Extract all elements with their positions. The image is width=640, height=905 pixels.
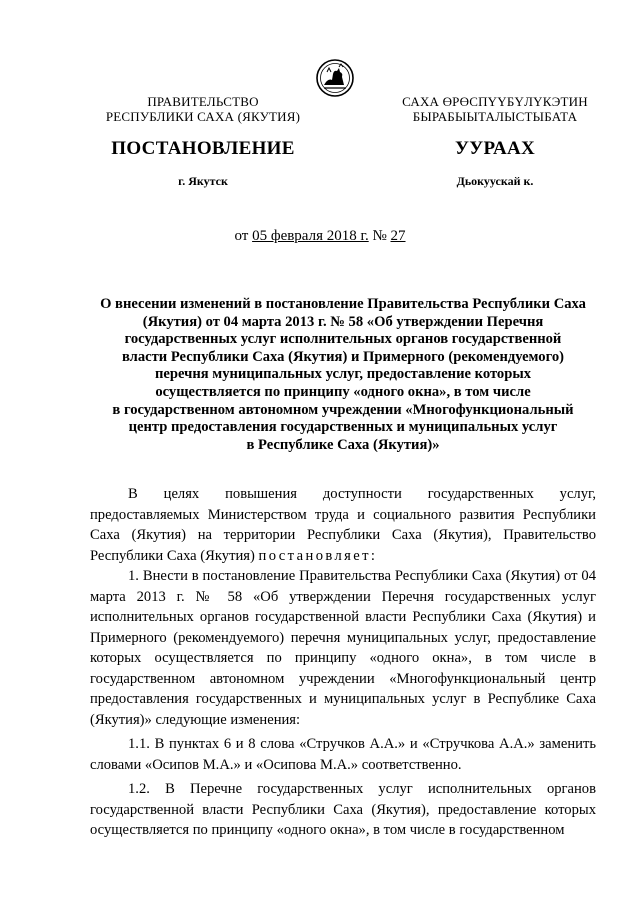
document-date-line — [0, 228, 640, 245]
intro-paragraph — [90, 484, 596, 566]
decree-word: постановляет: — [258, 547, 378, 564]
subject-line: перечня муниципальных услуг, предоставление которых — [154, 366, 532, 383]
item-1-1-paragraph: 1.1. В пунктах 6 и 8 слова «Стручков А.А.» и «Стручкова А.А.» заменить словами «Осипов М.А.» и «Осипова М.А.» соответственно. — [90, 736, 596, 773]
government-line-2-sah: БЫРАБЫЫТАЛЫСТЫБАТА — [412, 109, 578, 124]
number-sign: № — [372, 228, 387, 244]
city-ru: г. Якутск — [178, 174, 228, 188]
subject-line: (Якутия) от 04 марта 2013 г. № 58 «Об утверждении Перечня — [142, 313, 544, 330]
government-line-1-sah: САХА ӨРӨСПҮҮБҮЛҮКЭТИН — [402, 94, 588, 109]
subject-line: осуществляется по принципу «одного окна», в том числе — [155, 383, 531, 400]
document-type-ru: ПОСТАНОВЛЕНИЕ — [111, 138, 295, 159]
item-1-paragraph: 1. Внести в постановление Правительства Республики Саха (Якутия) от 04 марта 2013 г. № 58 «Об утверждении Перечня государственных услуг исполнительных органов государственной власти Республики Саха (Якутия) и Примерного (рекомендуемого) перечня муниципальных услуг, предоставление которых осуществляется по принципу «одного окна», в том числе в государственном автономном учреждении «Многофункциональный центр предоставления государственных и муниципальных услуг в Республике Саха (Якутия)» следующие изменения: — [90, 568, 596, 728]
subject-line: в государственном автономном учреждении «Многофункциональный — [112, 401, 574, 418]
city-sah: Дьокуускай к. — [456, 174, 534, 188]
intro-text: В целях повышения доступности государственных услуг, предоставляемых Министерством труда и социального развития Республики Саха (Якутия) на территории Республики Саха (Якутия), Правительство Республики Саха (Якутия) — [90, 486, 596, 564]
subject-line: в Республике Саха (Якутия)» — [246, 436, 440, 453]
government-name-ru — [92, 94, 314, 124]
subject-line: государственных услуг исполнительных органов государственной — [124, 331, 562, 348]
subject-line: власти Республики Саха (Якутия) и Примерного (рекомендуемого) — [121, 348, 565, 365]
item-1-2-paragraph: 1.2. В Перечне государственных услуг исполнительных органов государственной власти Республики Саха (Якутия), предоставление которых осуществляется по принципу «одного окна», в том числе в государственном — [90, 781, 596, 838]
government-name-sah — [380, 94, 610, 124]
government-line-2: РЕСПУБЛИКИ САХА (ЯКУТИЯ) — [105, 109, 301, 124]
subject-line: О внесении изменений в постановление Правительства Республики Саха — [100, 296, 586, 312]
coat-of-arms-icon — [316, 58, 354, 98]
document-date: 05 февраля 2018 г. — [252, 228, 369, 244]
document-type-sah: УУРААХ — [454, 138, 536, 159]
date-prefix: от — [234, 228, 249, 244]
document-number: 27 — [390, 228, 406, 244]
government-line-1: ПРАВИТЕЛЬСТВО — [147, 94, 259, 109]
document-subject — [90, 296, 596, 454]
document-body — [90, 484, 596, 841]
subject-line: центр предоставления государственных и муниципальных услуг — [128, 419, 558, 436]
